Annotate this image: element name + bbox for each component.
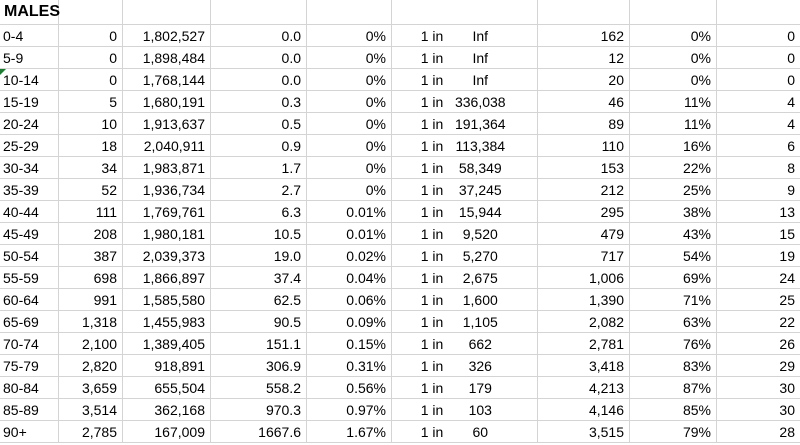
- cell-count-b[interactable]: 717: [538, 245, 630, 267]
- sheet-title-cell[interactable]: MALES: [0, 0, 59, 25]
- empty-cell[interactable]: [307, 0, 392, 25]
- cell-count-a[interactable]: 698: [59, 267, 123, 289]
- cell-count-a[interactable]: 5: [59, 91, 123, 113]
- age-group-label: 55-59: [3, 269, 39, 286]
- cell-age-group[interactable]: [0, 69, 59, 91]
- one-in-value: 662: [468, 335, 492, 352]
- cell-rate[interactable]: 0.3: [211, 91, 307, 113]
- cell-population[interactable]: 1,913,637: [123, 113, 211, 135]
- cell-population[interactable]: 1,680,191: [123, 91, 211, 113]
- empty-cell[interactable]: [717, 0, 800, 25]
- cell-population[interactable]: 1,983,871: [123, 157, 211, 179]
- error-flag-icon: [0, 69, 6, 75]
- one-in-label: 1 in: [420, 181, 444, 198]
- table-row: [0, 421, 800, 443]
- cell-percent-a[interactable]: 0%: [307, 135, 392, 157]
- cell-percent-b[interactable]: 25%: [630, 179, 717, 201]
- one-in-label: 1 in: [420, 137, 444, 154]
- cell-one-in-odds[interactable]: [392, 201, 538, 223]
- cell-percent-b[interactable]: 0%: [630, 47, 717, 69]
- cell-rate[interactable]: 0.5: [211, 113, 307, 135]
- cell-count-c[interactable]: 25: [717, 289, 800, 311]
- table-row: [0, 311, 800, 333]
- cell-age-group[interactable]: [0, 47, 59, 69]
- cell-age-group[interactable]: [0, 201, 59, 223]
- one-in-label: 1 in: [420, 379, 444, 396]
- cell-percent-a[interactable]: 0%: [307, 179, 392, 201]
- cell-count-b[interactable]: 4,146: [538, 399, 630, 421]
- cell-percent-b[interactable]: 0%: [630, 69, 717, 91]
- cell-rate[interactable]: 0.0: [211, 47, 307, 69]
- one-in-value: 1,105: [462, 313, 498, 330]
- one-in-label: 1 in: [420, 291, 444, 308]
- cell-percent-a[interactable]: 0.09%: [307, 311, 392, 333]
- table-row: [0, 179, 800, 201]
- cell-age-group[interactable]: [0, 113, 59, 135]
- cell-percent-a[interactable]: 0.01%: [307, 201, 392, 223]
- cell-count-c[interactable]: 22: [717, 311, 800, 333]
- one-in-value: 1,600: [462, 291, 498, 308]
- cell-count-c[interactable]: 15: [717, 223, 800, 245]
- cell-count-c[interactable]: 28: [717, 421, 800, 443]
- cell-percent-a[interactable]: 0%: [307, 91, 392, 113]
- one-in-value: 2,675: [462, 269, 498, 286]
- cell-population[interactable]: 1,898,484: [123, 47, 211, 69]
- cell-count-c[interactable]: 26: [717, 333, 800, 355]
- cell-percent-b[interactable]: 83%: [630, 355, 717, 377]
- cell-count-a[interactable]: 52: [59, 179, 123, 201]
- empty-cell[interactable]: [392, 0, 538, 25]
- cell-count-b[interactable]: 1,006: [538, 267, 630, 289]
- cell-population[interactable]: 1,768,144: [123, 69, 211, 91]
- one-in-label: 1 in: [420, 401, 444, 418]
- cell-percent-b[interactable]: 79%: [630, 421, 717, 443]
- cell-one-in-odds[interactable]: [392, 157, 538, 179]
- cell-count-a[interactable]: 2,785: [59, 421, 123, 443]
- cell-count-c[interactable]: 30: [717, 399, 800, 421]
- cell-population[interactable]: 362,168: [123, 399, 211, 421]
- cell-percent-a[interactable]: 0.02%: [307, 245, 392, 267]
- cell-rate[interactable]: 558.2: [211, 377, 307, 399]
- table-row: [0, 201, 800, 223]
- cell-percent-a[interactable]: 0.97%: [307, 399, 392, 421]
- cell-percent-a[interactable]: 0.31%: [307, 355, 392, 377]
- one-in-label: 1 in: [420, 93, 444, 110]
- cell-count-c[interactable]: 13: [717, 201, 800, 223]
- cell-rate[interactable]: 970.3: [211, 399, 307, 421]
- cell-count-c[interactable]: 4: [717, 91, 800, 113]
- age-group-label: 20-24: [3, 115, 39, 132]
- table-row: [0, 289, 800, 311]
- cell-rate[interactable]: 10.5: [211, 223, 307, 245]
- age-group-label: 10-14: [3, 71, 39, 88]
- cell-percent-b[interactable]: 0%: [630, 25, 717, 47]
- cell-percent-a[interactable]: 0%: [307, 157, 392, 179]
- cell-one-in-odds[interactable]: [392, 311, 538, 333]
- cell-percent-b[interactable]: 11%: [630, 91, 717, 113]
- cell-count-b[interactable]: 212: [538, 179, 630, 201]
- cell-population[interactable]: 1,455,983: [123, 311, 211, 333]
- age-group-label: 65-69: [3, 313, 39, 330]
- age-group-label: 50-54: [3, 247, 39, 264]
- cell-count-a[interactable]: 34: [59, 157, 123, 179]
- cell-rate[interactable]: 37.4: [211, 267, 307, 289]
- cell-population[interactable]: 1,980,181: [123, 223, 211, 245]
- cell-count-a[interactable]: 111: [59, 201, 123, 223]
- empty-cell[interactable]: [211, 0, 307, 25]
- cell-age-group[interactable]: [0, 421, 59, 443]
- age-group-label: 5-9: [3, 49, 24, 66]
- cell-percent-b[interactable]: 54%: [630, 245, 717, 267]
- table-row: [0, 113, 800, 135]
- cell-one-in-odds[interactable]: [392, 289, 538, 311]
- cell-count-b[interactable]: 46: [538, 91, 630, 113]
- one-in-value: 103: [468, 401, 492, 418]
- cell-age-group[interactable]: [0, 245, 59, 267]
- cell-count-c[interactable]: 19: [717, 245, 800, 267]
- cell-percent-b[interactable]: 69%: [630, 267, 717, 289]
- cell-count-c[interactable]: 24: [717, 267, 800, 289]
- one-in-label: 1 in: [420, 357, 444, 374]
- cell-population[interactable]: 655,504: [123, 377, 211, 399]
- cell-population[interactable]: 918,891: [123, 355, 211, 377]
- cell-percent-b[interactable]: 87%: [630, 377, 717, 399]
- age-group-label: 25-29: [3, 137, 39, 154]
- age-group-label: 15-19: [3, 93, 39, 110]
- cell-count-c[interactable]: 4: [717, 113, 800, 135]
- table-row: [0, 333, 800, 355]
- one-in-value: 326: [468, 357, 492, 374]
- cell-count-b[interactable]: 295: [538, 201, 630, 223]
- cell-rate[interactable]: 0.0: [211, 25, 307, 47]
- cell-one-in-odds[interactable]: [392, 333, 538, 355]
- cell-percent-b[interactable]: 38%: [630, 201, 717, 223]
- cell-rate[interactable]: 62.5: [211, 289, 307, 311]
- cell-rate[interactable]: 19.0: [211, 245, 307, 267]
- cell-count-a[interactable]: 991: [59, 289, 123, 311]
- table-row: [0, 267, 800, 289]
- cell-count-b[interactable]: 1,390: [538, 289, 630, 311]
- cell-one-in-odds[interactable]: [392, 245, 538, 267]
- cell-percent-a[interactable]: 0.01%: [307, 223, 392, 245]
- cell-population[interactable]: 2,040,911: [123, 135, 211, 157]
- cell-count-b[interactable]: 2,781: [538, 333, 630, 355]
- cell-one-in-odds[interactable]: [392, 113, 538, 135]
- cell-count-a[interactable]: 2,100: [59, 333, 123, 355]
- cell-count-a[interactable]: 0: [59, 69, 123, 91]
- table-row: [0, 135, 800, 157]
- cell-count-a[interactable]: 2,820: [59, 355, 123, 377]
- one-in-label: 1 in: [420, 71, 444, 88]
- one-in-value: Inf: [472, 27, 489, 44]
- cell-count-b[interactable]: 4,213: [538, 377, 630, 399]
- one-in-label: 1 in: [420, 225, 444, 242]
- cell-count-a[interactable]: 3,514: [59, 399, 123, 421]
- empty-cell[interactable]: [123, 0, 211, 25]
- one-in-value: 336,038: [454, 93, 506, 110]
- cell-age-group[interactable]: [0, 311, 59, 333]
- cell-percent-b[interactable]: 63%: [630, 311, 717, 333]
- empty-cell[interactable]: [59, 0, 123, 25]
- cell-population[interactable]: 1,866,897: [123, 267, 211, 289]
- table-row: [0, 245, 800, 267]
- cell-count-a[interactable]: 387: [59, 245, 123, 267]
- one-in-value: Inf: [472, 71, 489, 88]
- one-in-value: 37,245: [458, 181, 502, 198]
- cell-one-in-odds[interactable]: [392, 421, 538, 443]
- cell-count-a[interactable]: 3,659: [59, 377, 123, 399]
- cell-population[interactable]: 1,936,734: [123, 179, 211, 201]
- age-group-label: 40-44: [3, 203, 39, 220]
- one-in-label: 1 in: [420, 269, 444, 286]
- cell-count-b[interactable]: 2,082: [538, 311, 630, 333]
- cell-one-in-odds[interactable]: [392, 91, 538, 113]
- one-in-label: 1 in: [420, 115, 444, 132]
- one-in-label: 1 in: [420, 49, 444, 66]
- cell-rate[interactable]: 6.3: [211, 201, 307, 223]
- cell-percent-a[interactable]: 0.56%: [307, 377, 392, 399]
- one-in-label: 1 in: [420, 27, 444, 44]
- cell-age-group[interactable]: [0, 223, 59, 245]
- header-row: [0, 0, 800, 25]
- table-row: [0, 47, 800, 69]
- one-in-value: Inf: [472, 49, 489, 66]
- table-row: [0, 91, 800, 113]
- cell-age-group[interactable]: [0, 91, 59, 113]
- one-in-value: 179: [468, 379, 492, 396]
- cell-population[interactable]: 1,769,761: [123, 201, 211, 223]
- cell-age-group[interactable]: [0, 289, 59, 311]
- cell-percent-b[interactable]: 85%: [630, 399, 717, 421]
- cell-one-in-odds[interactable]: [392, 355, 538, 377]
- age-group-label: 90+: [3, 423, 27, 440]
- cell-count-a[interactable]: 18: [59, 135, 123, 157]
- cell-age-group[interactable]: [0, 25, 59, 47]
- cell-count-a[interactable]: 208: [59, 223, 123, 245]
- empty-cell[interactable]: [630, 0, 717, 25]
- cell-age-group[interactable]: [0, 333, 59, 355]
- cell-percent-a[interactable]: 0.15%: [307, 333, 392, 355]
- cell-count-a[interactable]: 1,318: [59, 311, 123, 333]
- cell-count-a[interactable]: 0: [59, 47, 123, 69]
- cell-age-group[interactable]: [0, 377, 59, 399]
- cell-population[interactable]: 167,009: [123, 421, 211, 443]
- table-row: [0, 377, 800, 399]
- cell-one-in-odds[interactable]: [392, 267, 538, 289]
- age-group-label: 75-79: [3, 357, 39, 374]
- cell-age-group[interactable]: [0, 399, 59, 421]
- cell-percent-b[interactable]: 11%: [630, 113, 717, 135]
- age-group-label: 80-84: [3, 379, 39, 396]
- cell-count-b[interactable]: 12: [538, 47, 630, 69]
- cell-population[interactable]: 1,585,580: [123, 289, 211, 311]
- cell-percent-a[interactable]: 0.04%: [307, 267, 392, 289]
- table-row: [0, 25, 800, 47]
- one-in-value: 9,520: [462, 225, 498, 242]
- table-row: [0, 157, 800, 179]
- one-in-value: 60: [472, 423, 489, 440]
- sheet-body: [0, 25, 800, 443]
- cell-count-c[interactable]: 8: [717, 157, 800, 179]
- cell-rate[interactable]: 1.7: [211, 157, 307, 179]
- one-in-label: 1 in: [420, 247, 444, 264]
- cell-one-in-odds[interactable]: [392, 47, 538, 69]
- cell-count-c[interactable]: 0: [717, 25, 800, 47]
- one-in-value: 58,349: [458, 159, 502, 176]
- cell-percent-b[interactable]: 22%: [630, 157, 717, 179]
- cell-count-c[interactable]: 6: [717, 135, 800, 157]
- cell-percent-b[interactable]: 71%: [630, 289, 717, 311]
- cell-rate[interactable]: 0.9: [211, 135, 307, 157]
- cell-count-b[interactable]: 153: [538, 157, 630, 179]
- cell-percent-a[interactable]: 1.67%: [307, 421, 392, 443]
- cell-age-group[interactable]: [0, 267, 59, 289]
- cell-count-c[interactable]: 9: [717, 179, 800, 201]
- cell-age-group[interactable]: [0, 355, 59, 377]
- cell-rate[interactable]: 306.9: [211, 355, 307, 377]
- cell-rate[interactable]: 151.1: [211, 333, 307, 355]
- table-row: [0, 399, 800, 421]
- cell-count-c[interactable]: 0: [717, 47, 800, 69]
- cell-count-b[interactable]: 479: [538, 223, 630, 245]
- one-in-value: 191,364: [454, 115, 506, 132]
- cell-percent-a[interactable]: 0%: [307, 47, 392, 69]
- cell-rate[interactable]: 0.0: [211, 69, 307, 91]
- age-group-label: 70-74: [3, 335, 39, 352]
- cell-age-group[interactable]: [0, 179, 59, 201]
- cell-count-a[interactable]: 0: [59, 25, 123, 47]
- cell-percent-a[interactable]: 0%: [307, 113, 392, 135]
- cell-one-in-odds[interactable]: [392, 25, 538, 47]
- cell-percent-a[interactable]: 0%: [307, 25, 392, 47]
- cell-one-in-odds[interactable]: [392, 377, 538, 399]
- empty-cell[interactable]: [538, 0, 630, 25]
- cell-population[interactable]: 1,389,405: [123, 333, 211, 355]
- cell-count-b[interactable]: 3,418: [538, 355, 630, 377]
- cell-count-c[interactable]: 29: [717, 355, 800, 377]
- cell-population[interactable]: 1,802,527: [123, 25, 211, 47]
- cell-one-in-odds[interactable]: [392, 135, 538, 157]
- cell-percent-b[interactable]: 16%: [630, 135, 717, 157]
- age-group-label: 35-39: [3, 181, 39, 198]
- cell-one-in-odds[interactable]: [392, 69, 538, 91]
- cell-count-b[interactable]: 20: [538, 69, 630, 91]
- one-in-label: 1 in: [420, 335, 444, 352]
- one-in-label: 1 in: [420, 203, 444, 220]
- table-row: [0, 69, 800, 91]
- age-group-label: 60-64: [3, 291, 39, 308]
- cell-percent-a[interactable]: 0%: [307, 69, 392, 91]
- age-group-label: 0-4: [3, 27, 24, 44]
- cell-count-c[interactable]: 30: [717, 377, 800, 399]
- cell-count-c[interactable]: 0: [717, 69, 800, 91]
- age-group-label: 85-89: [3, 401, 39, 418]
- cell-age-group[interactable]: [0, 157, 59, 179]
- cell-percent-a[interactable]: 0.06%: [307, 289, 392, 311]
- cell-age-group[interactable]: [0, 135, 59, 157]
- cell-count-b[interactable]: 162: [538, 25, 630, 47]
- cell-rate[interactable]: 2.7: [211, 179, 307, 201]
- one-in-value: 15,944: [458, 203, 502, 220]
- cell-one-in-odds[interactable]: [392, 179, 538, 201]
- cell-percent-b[interactable]: 43%: [630, 223, 717, 245]
- age-group-label: 30-34: [3, 159, 39, 176]
- cell-rate[interactable]: 90.5: [211, 311, 307, 333]
- cell-count-a[interactable]: 10: [59, 113, 123, 135]
- one-in-value: 5,270: [462, 247, 498, 264]
- table-row: [0, 355, 800, 377]
- cell-one-in-odds[interactable]: [392, 399, 538, 421]
- one-in-value: 113,384: [455, 137, 506, 154]
- age-group-label: 45-49: [3, 225, 39, 242]
- cell-count-b[interactable]: 89: [538, 113, 630, 135]
- cell-population[interactable]: 2,039,373: [123, 245, 211, 267]
- table-row: [0, 223, 800, 245]
- cell-count-b[interactable]: 110: [538, 135, 630, 157]
- one-in-label: 1 in: [420, 313, 444, 330]
- cell-percent-b[interactable]: 76%: [630, 333, 717, 355]
- cell-count-b[interactable]: 3,515: [538, 421, 630, 443]
- one-in-label: 1 in: [420, 423, 444, 440]
- cell-rate[interactable]: 1667.6: [211, 421, 307, 443]
- cell-one-in-odds[interactable]: [392, 223, 538, 245]
- one-in-label: 1 in: [420, 159, 444, 176]
